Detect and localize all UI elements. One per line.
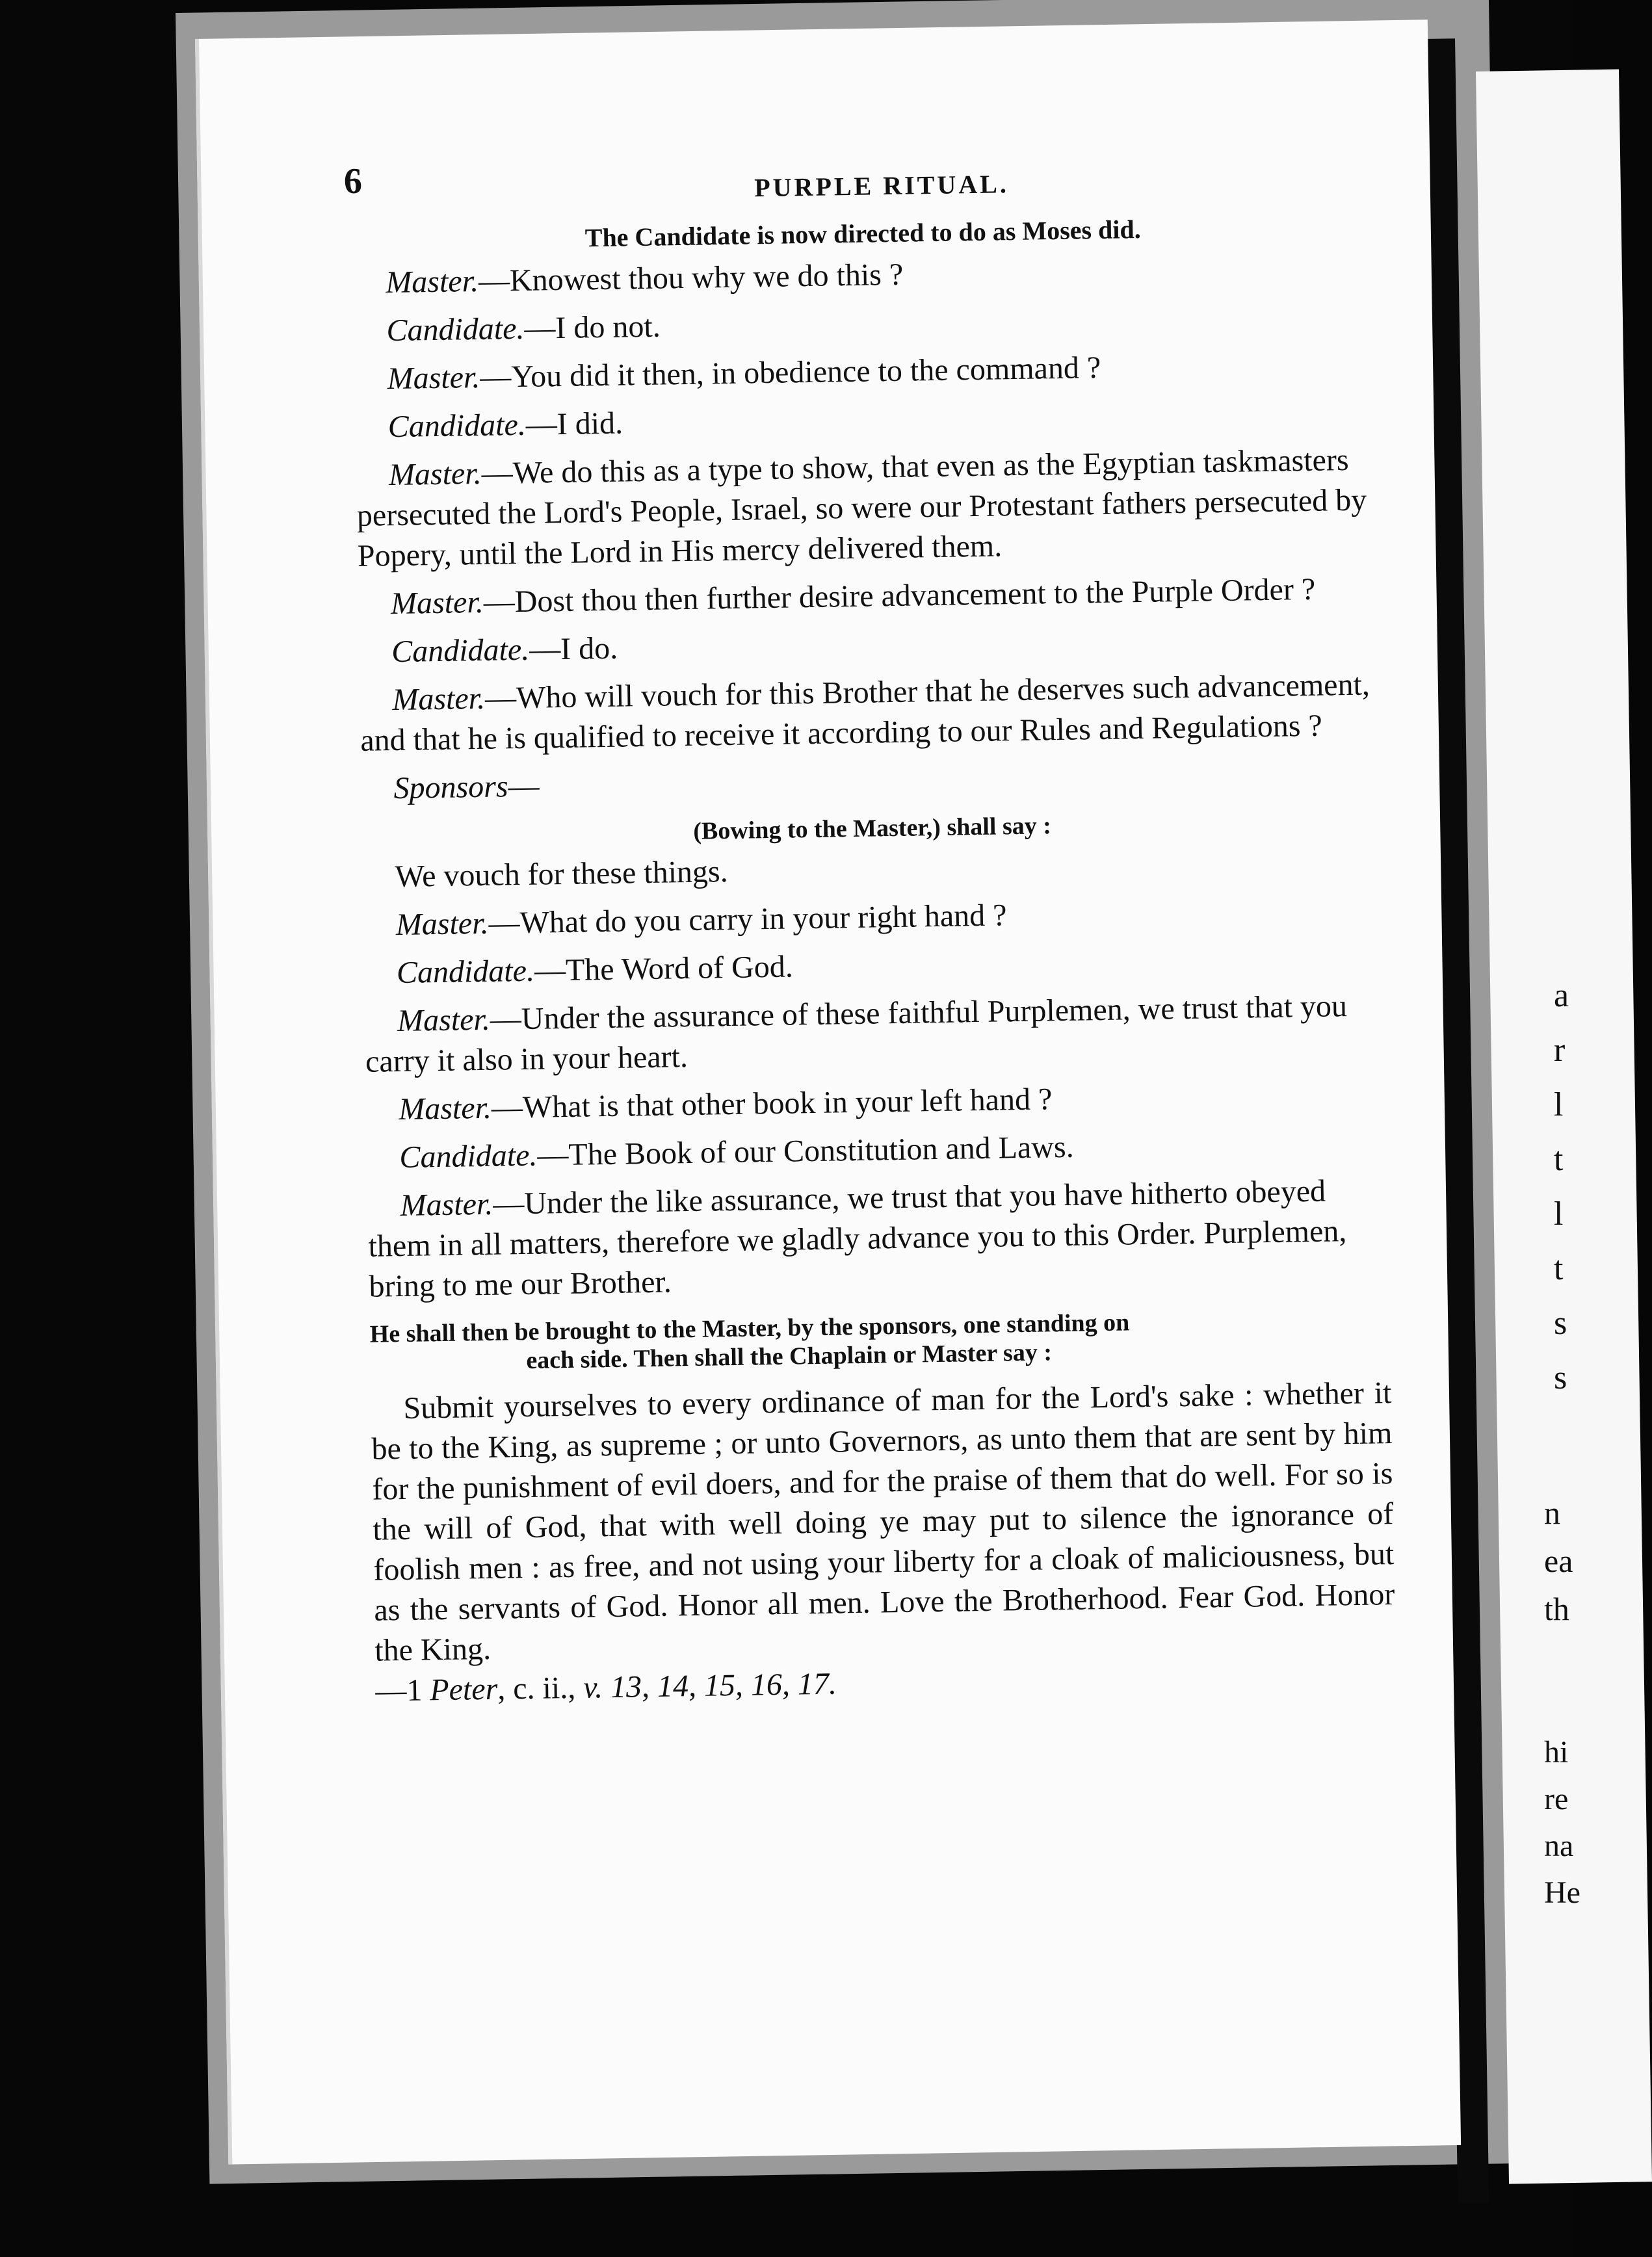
- sponsor-reply: We vouch for these things.: [395, 854, 729, 894]
- stage-direction-moses: The Candidate is now directed to do as Moses did.: [584, 214, 1141, 253]
- dialogue-text: —I do not.: [524, 309, 661, 346]
- stage-direction-brought-1: He shall then be brought to the Master, by the sponsors, one standing on: [369, 1309, 1130, 1348]
- dialogue-line: [354, 295, 1375, 352]
- dialogue-line: [365, 985, 1387, 1082]
- dialogue-line: [364, 937, 1385, 994]
- speaker-label: Master.: [397, 1002, 491, 1039]
- dialogue-line: [363, 889, 1384, 946]
- dialogue-block-2: [363, 889, 1390, 1307]
- facing-letter: s: [1554, 1359, 1567, 1396]
- citation-prefix: —1: [374, 1673, 430, 1708]
- dialogue-text: —: [508, 768, 540, 804]
- facing-page-fragment-2: [1544, 1729, 1580, 1916]
- facing-fragment: ea: [1544, 1543, 1573, 1579]
- facing-fragment: hi: [1544, 1735, 1569, 1769]
- facing-fragment: th: [1544, 1591, 1569, 1627]
- speaker-label: Candidate.: [386, 311, 525, 348]
- dialogue-line: [353, 247, 1374, 304]
- dialogue-line: [354, 343, 1376, 400]
- page-number: 6: [343, 161, 363, 202]
- citation-verses: v. 13, 14, 15, 16, 17.: [583, 1666, 837, 1705]
- speaker-label: Master.: [398, 1090, 492, 1127]
- speaker-label: Master.: [391, 681, 486, 718]
- scripture-passage: Submit yourselves to every ordinance of man for the Lord's sake : whether it be to the King, as supreme ; or unto Governors, as unto them that are sent by him for the punishment of evil doers, and for the praise of them that do well. For so is the will of God, that with well doing ye may put to silence the ignorance of foolish men : as free, and not using your liberty for a cloak of maliciousness, but as the servants of God. Honor all men. Love the Brotherhood. Fear God. Honor the King.: [371, 1376, 1395, 1668]
- facing-letter: a: [1554, 977, 1569, 1014]
- dialogue-text: —I do.: [529, 631, 618, 667]
- dialogue-text: —Under the like assurance, we trust that you have hitherto obeyed them in all matters, therefore we gladly advance you to this Order. Purplemen, bring to me our Brother.: [368, 1173, 1347, 1304]
- dialogue-text: —Under the assurance of these faithful Purplemen, we trust that you carry it also in your heart.: [365, 989, 1348, 1079]
- dialogue-line: [358, 568, 1380, 625]
- facing-letter: l: [1554, 1086, 1564, 1123]
- dialogue-text: —What do you carry in your right hand ?: [488, 898, 1007, 941]
- speaker-label: Sponsors: [393, 769, 508, 806]
- page-text: [343, 130, 1396, 1711]
- facing-fragment: na: [1544, 1829, 1574, 1863]
- facing-page-letters: [1554, 969, 1580, 1405]
- dialogue-text: —I did.: [525, 406, 623, 442]
- running-head: PURPLE RITUAL.: [754, 169, 1010, 203]
- facing-fragment: He: [1544, 1875, 1580, 1910]
- dialogue-line: [360, 664, 1382, 761]
- dialogue-text: —What is that other book in your left hand ?: [491, 1082, 1053, 1125]
- dialogue-text: —The Book of our Constitution and Laws.: [536, 1129, 1074, 1173]
- dialogue-text: —Dost thou then further desire advancement to the Purple Order ?: [483, 571, 1316, 620]
- speaker-label: Master.: [390, 584, 484, 621]
- dialogue-line: [359, 616, 1380, 673]
- speaker-label: Master.: [385, 263, 479, 300]
- dialogue-line: [356, 439, 1378, 577]
- speaker-label: Master.: [395, 906, 489, 943]
- speaker-label: Master.: [387, 359, 480, 397]
- dialogue-line: [355, 391, 1376, 448]
- dialogue-text: —You did it then, in obedience to the command ?: [479, 350, 1101, 395]
- speaker-label: Candidate.: [396, 953, 535, 991]
- dialogue-line: [367, 1122, 1388, 1179]
- facing-letter: s: [1554, 1305, 1567, 1342]
- facing-page-fragment-1: [1544, 1489, 1577, 1633]
- facing-fragment: n: [1544, 1494, 1560, 1531]
- dialogue-text: —We do this as a type to show, that even as the Egyptian taskmasters persecuted the Lord's People, Israel, so were our Protestant fathers persecuted by Popery, until the Lord in His mercy delivered them.: [356, 442, 1367, 573]
- speaker-label: Candidate.: [399, 1138, 538, 1175]
- dialogue-text: —Who will vouch for this Brother that he deserves such advancement, and that he is qualified to receive it according to our Rules and Regulations ?: [360, 667, 1370, 758]
- facing-fragment: re: [1544, 1782, 1569, 1816]
- speaker-label: Master.: [388, 456, 482, 493]
- speaker-label: Candidate.: [387, 407, 527, 445]
- facing-letter: t: [1554, 1250, 1564, 1287]
- dialogue-line: [361, 753, 1382, 809]
- dialogue-text: —Knowest thou why we do this ?: [478, 257, 904, 298]
- dialogue-line: [367, 1170, 1390, 1307]
- dialogue-line: [366, 1074, 1387, 1130]
- facing-letter: r: [1554, 1032, 1566, 1069]
- facing-letter: t: [1554, 1141, 1564, 1178]
- citation-chapter: , c. ii.,: [497, 1670, 576, 1706]
- stage-direction-bowing: (Bowing to the Master,) shall say :: [692, 812, 1052, 845]
- dialogue-text: —The Word of God.: [534, 949, 794, 988]
- dialogue-block-1: [353, 247, 1382, 809]
- citation-book: Peter: [429, 1671, 498, 1708]
- speaker-label: Master.: [400, 1186, 493, 1223]
- speaker-label: Candidate.: [391, 632, 530, 670]
- facing-letter: l: [1554, 1195, 1564, 1233]
- stage-direction-brought-2: each side. Then shall the Chaplain or Master say :: [526, 1338, 1053, 1374]
